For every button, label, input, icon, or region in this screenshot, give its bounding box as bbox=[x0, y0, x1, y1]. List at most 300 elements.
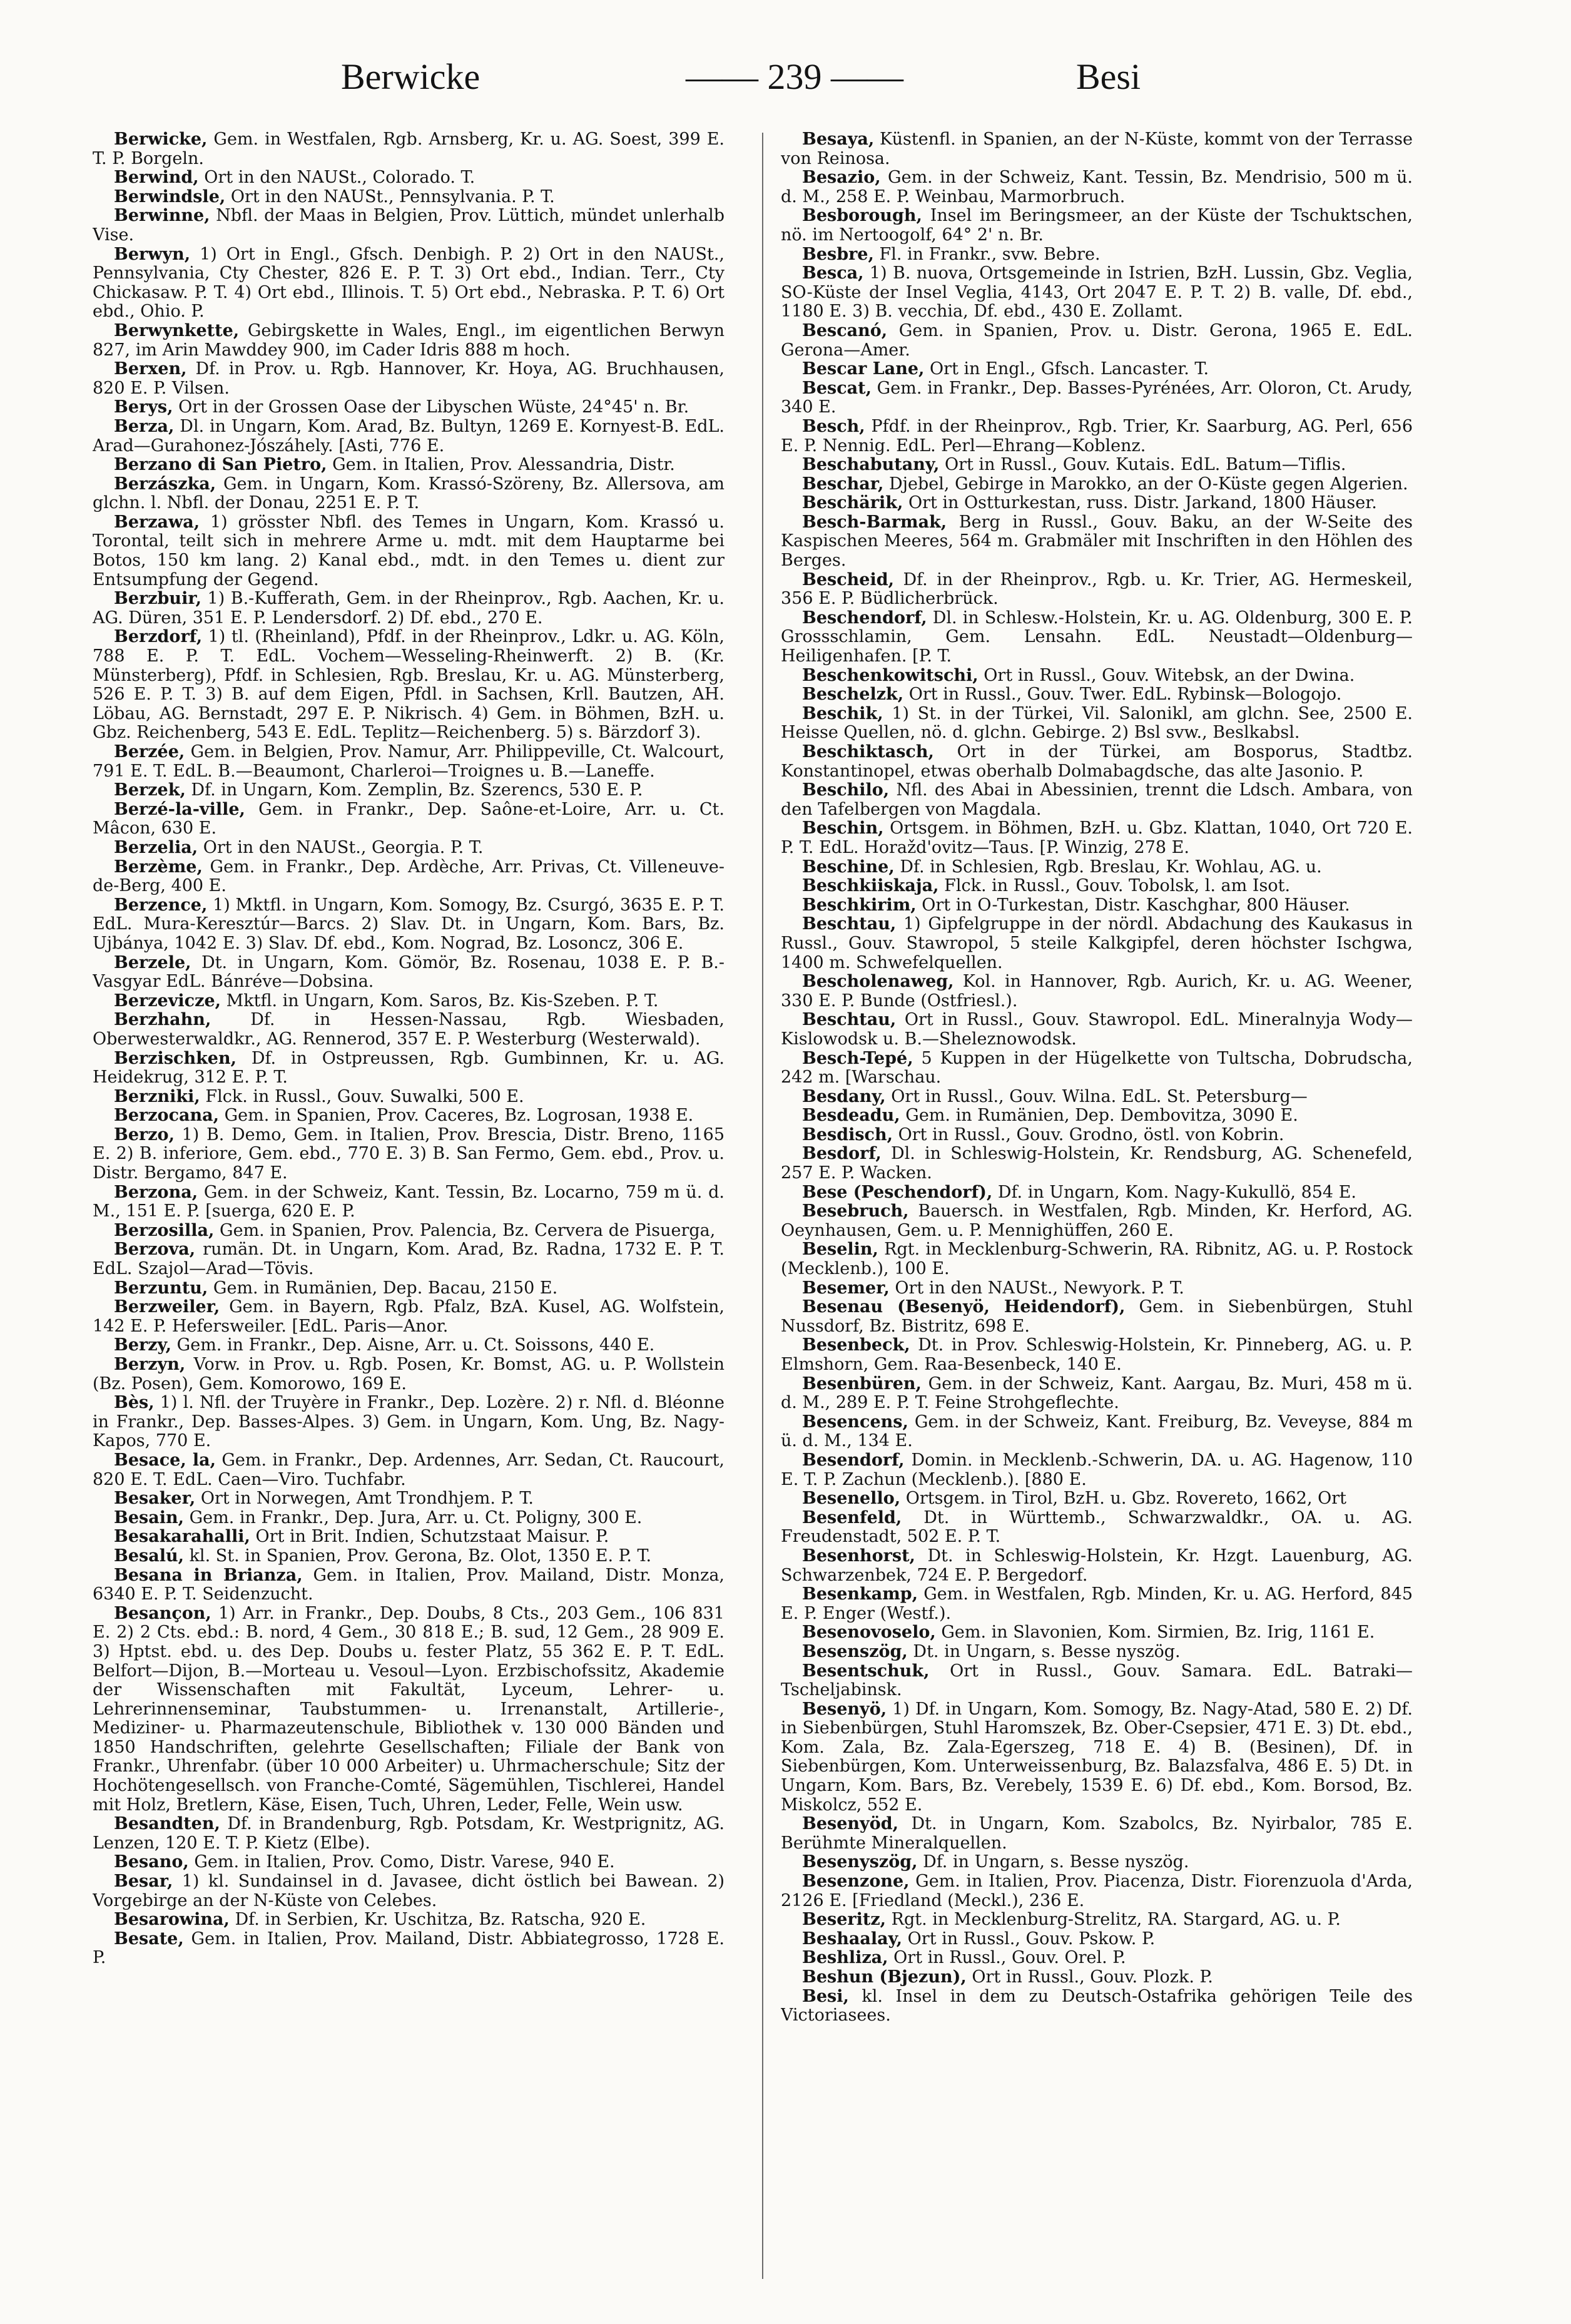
entry-text: Dl. in Ungarn, Kom. Arad, Bz. Bultyn, 1269 E. Kornyest-B. EdL. Arad—Gurahonez-Jószáhely. [Asti, 776 E. bbox=[93, 416, 724, 456]
entry-headword: Beseritz, bbox=[802, 1910, 887, 1930]
entry-headword: Bese (Peschendorf), bbox=[802, 1182, 993, 1202]
entry-headword: Beschine, bbox=[802, 857, 895, 877]
gazetteer-entry bbox=[781, 1298, 1413, 1336]
entry-headword: Bescat, bbox=[802, 378, 872, 398]
gazetteer-entry bbox=[93, 245, 724, 322]
gazetteer-entry bbox=[93, 1910, 724, 1930]
gazetteer-entry bbox=[93, 1336, 724, 1355]
entry-text: Ort in Engl., Gfsch. Lancaster. T. bbox=[924, 359, 1209, 379]
gazetteer-entry bbox=[93, 1183, 724, 1221]
entry-headword: Besenyö, bbox=[802, 1699, 887, 1719]
entry-text: Rgt. in Mecklenburg-Schwerin, RA. Ribnitz, AG. u. P. Rostock (Mecklenb.), 100 E. bbox=[781, 1240, 1413, 1279]
gazetteer-entry bbox=[93, 1049, 724, 1088]
entry-headword: Berzocana, bbox=[114, 1106, 220, 1126]
entry-headword: Berzée, bbox=[114, 742, 185, 762]
entry-text: Ort in Russl., Gouv. Samara. EdL. Batraki—Tscheljabinsk. bbox=[781, 1661, 1413, 1700]
gazetteer-entry bbox=[781, 379, 1413, 417]
entry-text: Gem. in Frankr., Dep. Ardennes, Arr. Sedan, Ct. Raucourt, 820 E. T. EdL. Caen—Viro. Tuchfabr. bbox=[93, 1450, 724, 1489]
gazetteer-entry bbox=[93, 360, 724, 398]
gazetteer-entry bbox=[781, 1949, 1413, 1968]
entry-text: Djebel, Gebirge in Marokko, an der O-Küste gegen Algerien. bbox=[883, 474, 1408, 494]
entry-headword: Berzhahn, bbox=[114, 1010, 211, 1030]
entry-text: Gem. in Frankr., Dep. Basses-Pyrénées, Arr. Oloron, Ct. Arudy, 340 E. bbox=[781, 378, 1413, 417]
entry-headword: Berzevicze, bbox=[114, 991, 221, 1011]
gazetteer-entry bbox=[781, 1872, 1413, 1910]
entry-headword: Besain, bbox=[114, 1507, 184, 1527]
gazetteer-entry bbox=[93, 781, 724, 800]
entry-text: Ort in den NAUSt., Pennsylvania. P. T. bbox=[225, 186, 555, 206]
entry-headword: Berza, bbox=[114, 416, 175, 436]
gazetteer-entry bbox=[781, 1815, 1413, 1853]
entry-headword: Besace, la, bbox=[114, 1450, 216, 1470]
entry-headword: Besenfeld, bbox=[802, 1507, 902, 1527]
left-column bbox=[93, 130, 724, 2283]
entry-headword: Besdany, bbox=[802, 1086, 886, 1106]
entry-headword: Besebruch, bbox=[802, 1201, 909, 1221]
entry-text: Ort in den NAUSt., Newyork. P. T. bbox=[889, 1278, 1184, 1298]
entry-text: 1) Df. in Ungarn, Kom. Somogy, Bz. Nagy-Atad, 580 E. 2) Df. in Siebenbürgen, Stuhl Haromszek, Bz. Ober-Csepsier, 471 E. 3) Dt. ebd., Kom. Zala, Bz. Zala-Egerszeg, 718 E. 4) B. (Besinen), Df. in Siebenbürgen, Kom. Unterweissenburg, Bz. Balazsfalva, 486 E. 5) Dt. in Ungarn, Kom. Bars, Bz. Verebely, 1539 E. 6) Df. ebd., Kom. Borsod, Bz. Miskolcz, 552 E. bbox=[781, 1699, 1413, 1815]
gazetteer-entry bbox=[93, 743, 724, 781]
entry-headword: Beschkirim, bbox=[802, 895, 917, 915]
entry-text: Gem. in der Schweiz, Kant. Tessin, Bz. Locarno, 759 m ü. d. M., 151 E. P. [suerga, 620 E. P. bbox=[93, 1182, 724, 1221]
gazetteer-entry bbox=[781, 1336, 1413, 1374]
entry-text: 1) tl. (Rheinland), Pfdf. in der Rheinprov., Ldkr. u. AG. Köln, 788 E. P. T. EdL. Vochem—Wesseling-Rheinwerft. 2) B. (Kr. Münsterberg), Pfdf. in Schlesien, Rgb. Breslau, Kr. u. AG. Münsterberg, 526 E. P. T. 3) B. auf dem Eigen, Pfdl. in Sachsen, Krll. Bautzen, AH. Löbau, AG. Bernstadt, 297 E. P. Nikrisch. 4) Gem. in Böhmen, BzH. u. Gbz. Reichenberg, 543 E. EdL. Teplitz—Reichenberg. 5) s. Bärzdorf 3). bbox=[93, 627, 724, 743]
gazetteer-entry bbox=[781, 1011, 1413, 1049]
entry-text: Domin. in Mecklenb.-Schwerin, DA. u. AG. Hagenow, 110 E. T. P. Zachun (Mecklenb.). [880 E. bbox=[781, 1450, 1413, 1489]
entry-headword: Bescanó, bbox=[802, 320, 888, 340]
entry-text: Fl. in Frankr., svw. Bebre. bbox=[873, 244, 1101, 264]
entry-text: Dt. in Ungarn, Kom. Gömör, Bz. Rosenau, 1038 E. P. B.-Vasgyar EdL. Bánréve—Dobsina. bbox=[93, 952, 724, 992]
entry-headword: Besaker, bbox=[114, 1489, 196, 1509]
gazetteer-entry bbox=[93, 398, 724, 417]
entry-headword: Bès, bbox=[114, 1393, 155, 1413]
entry-text: Gem. in Rumänien, Dep. Dembovitza, 3090 E. bbox=[900, 1106, 1298, 1126]
entry-text: 5 Kuppen in der Hügelkette von Tultscha, Dobrudscha, 242 m. [Warschau. bbox=[781, 1048, 1413, 1088]
entry-text: Gem. in Italien, Prov. Mailand, Distr. Monza, 6340 E. P. T. Seidenzucht. bbox=[93, 1565, 724, 1604]
gazetteer-entry bbox=[781, 1144, 1413, 1183]
gazetteer-entry bbox=[93, 628, 724, 743]
entry-text: Gem. in Frankr., Dep. Saône-et-Loire, Arr. u. Ct. Mâcon, 630 E. bbox=[93, 799, 724, 838]
gazetteer-entry bbox=[781, 1853, 1413, 1872]
entry-headword: Berzbuir, bbox=[114, 589, 201, 609]
entry-text: Gem. in Siebenbürgen, Stuhl Nussdorf, Bz. Bistritz, 698 E. bbox=[781, 1297, 1413, 1336]
entry-headword: Berzano di San Pietro, bbox=[114, 455, 327, 475]
entry-headword: Berwindsle, bbox=[114, 186, 226, 206]
gazetteer-entry bbox=[781, 1547, 1413, 1585]
entry-text: Df. in Ostpreussen, Rgb. Gumbinnen, Kr. u. AG. Heidekrug, 312 E. P. T. bbox=[93, 1048, 724, 1088]
gazetteer-entry bbox=[781, 1202, 1413, 1240]
gazetteer-entry bbox=[93, 456, 724, 475]
entry-text: Df. in Brandenburg, Rgb. Potsdam, Kr. Westprignitz, AG. Lenzen, 120 E. T. P. Kietz (Elbe). bbox=[93, 1814, 724, 1853]
entry-text: Flck. in Russl., Gouv. Tobolsk, l. am Isot. bbox=[938, 876, 1291, 896]
entry-text: Gem. in Spanien, Prov. Caceres, Bz. Logrosan, 1938 E. bbox=[219, 1106, 694, 1126]
entry-headword: Berzona, bbox=[114, 1182, 198, 1202]
entry-headword: Besborough, bbox=[802, 206, 922, 226]
gazetteer-entry bbox=[93, 1451, 724, 1489]
entry-text: 1) Arr. in Frankr., Dep. Doubs, 8 Cts., 203 Gem., 106 831 E. 2) 2 Cts. ebd.: B. nord, 4 Gem., 30 818 E.; B. sud, 12 Gem., 28 909 E. 3) Hptst. ebd. u. des Dep. Doubs u. fester Platz, 55 362 E. P. T. EdL. Belfort—Dijon, B.—Morteau u. Vesoul—Lyon. Erzbischofssitz, Akademie der Wissenschaften mit Fakultät, Lyceum, Lehrer- u. Lehrerinnenseminar, Taubstummen- u. Irrenanstalt, Artillerie-, Mediziner- u. Pharmazeutenschule, Bibliothek v. 130 000 Bänden und 1850 Handschriften, gelehrte Gesellschaften; Filiale der Bank von Frankr., Uhrenfabr. (über 10 000 Arbeiter) u. Uhrmacherschule; Sitz der Hochötengesellsch. von Franche-Comté, Sägemühlen, Tischlerei, Handel mit Holz, Bretlern, Käse, Eisen, Tuch, Uhren, Leder, Felle, Wein usw. bbox=[93, 1603, 724, 1815]
entry-headword: Besenszög, bbox=[802, 1641, 908, 1661]
gazetteer-entry bbox=[93, 1126, 724, 1183]
entry-headword: Besandten, bbox=[114, 1814, 220, 1834]
gazetteer-entry bbox=[781, 513, 1413, 571]
gazetteer-entry bbox=[781, 705, 1413, 743]
entry-text: Ortsgem. in Böhmen, BzH. u. Gbz. Klattan, 1040, Ort 720 E. P. T. EdL. Horažd'ovitz—Taus. [P. Winzig, 278 E. bbox=[781, 818, 1413, 857]
gazetteer-entry bbox=[93, 206, 724, 245]
entry-text: Gem. in Bayern, Rgb. Pfalz, BzA. Kusel, AG. Wolfstein, 142 E. P. Hefersweiler. [EdL. Paris—Anor. bbox=[93, 1297, 724, 1336]
entry-text: 1) Gipfelgruppe in der nördl. Abdachung des Kaukasus in Russl., Gouv. Stawropol, 5 steile Kalkgipfel, deren höchster Ischgwa, 1400 m. Schwefelquellen. bbox=[781, 914, 1413, 972]
entry-headword: Besenovoselo, bbox=[802, 1623, 936, 1643]
entry-headword: Besenzone, bbox=[802, 1872, 910, 1892]
entry-text: Ort in Russl., Gouv. Twer. EdL. Rybinsk—Bologojo. bbox=[903, 685, 1342, 705]
entry-text: Gem. in Frankr., Dep. Aisne, Arr. u. Ct. Soissons, 440 E. bbox=[171, 1335, 655, 1355]
entry-headword: Berzele, bbox=[114, 952, 191, 972]
entry-headword: Bescheid, bbox=[802, 569, 894, 589]
gazetteer-entry bbox=[781, 245, 1413, 265]
entry-headword: Berzé-la-ville, bbox=[114, 799, 245, 819]
right-column bbox=[781, 130, 1413, 2283]
entry-headword: Berzek, bbox=[114, 780, 186, 800]
gazetteer-entry bbox=[93, 475, 724, 513]
entry-headword: Beschelzk, bbox=[802, 685, 904, 705]
entry-text: Pfdf. in der Rheinprov., Rgb. Trier, Kr. Saarburg, AG. Perl, 656 E. P. Nennig. EdL. Perl—Ehrang—Koblenz. bbox=[781, 416, 1413, 456]
page-number: —— 239 —— bbox=[686, 56, 903, 97]
entry-headword: Besbre, bbox=[802, 244, 874, 264]
entry-text: Gem. in der Schweiz, Kant. Aargau, Bz. Muri, 458 m ü. d. M., 289 E. P. T. Feine Strohgeflechte. bbox=[781, 1374, 1413, 1413]
entry-text: Kol. in Hannover, Rgb. Aurich, Kr. u. AG. Weener, 330 E. P. Bunde (Ostfriesl.). bbox=[781, 972, 1413, 1011]
entry-text: 1) Ort in Engl., Gfsch. Denbigh. P. 2) Ort in den NAUSt., Pennsylvania, Cty Chester, 826 E. P. T. 3) Ort ebd., Indian. Terr., Cty Chickasaw. P. T. 4) Ort ebd., Illinois. T. 5) Ort ebd., Nebraska. P. T. 6) Ort ebd., Ohio. P. bbox=[93, 244, 724, 322]
gazetteer-entry bbox=[781, 1106, 1413, 1126]
entry-text: Df. in Ungarn, Kom. Zemplin, Bz. Szerencs, 530 E. P. bbox=[185, 780, 643, 800]
entry-headword: Besendorf, bbox=[802, 1450, 905, 1470]
gazetteer-entry bbox=[781, 1623, 1413, 1643]
gazetteer-entry bbox=[93, 322, 724, 360]
gazetteer-entry bbox=[93, 1240, 724, 1278]
entry-headword: Beschkiiskaja, bbox=[802, 876, 939, 896]
entry-text: Gem. in Spanien, Prov. Palencia, Bz. Cervera de Pisuerga, bbox=[214, 1220, 716, 1240]
entry-headword: Berzo, bbox=[114, 1124, 175, 1144]
gazetteer-entry bbox=[93, 1106, 724, 1126]
gazetteer-entry bbox=[93, 896, 724, 954]
entry-text: Df. in Ungarn, s. Besse nyszög. bbox=[917, 1852, 1189, 1872]
entry-text: Gem. in Frankr., Dep. Ardèche, Arr. Privas, Ct. Villeneuve-de-Berg, 400 E. bbox=[93, 857, 724, 896]
entry-text: Ort in Russl., Gouv. Witebsk, an der Dwina. bbox=[978, 665, 1355, 685]
entry-headword: Besarowina, bbox=[114, 1910, 230, 1930]
gazetteer-entry bbox=[93, 1279, 724, 1298]
entry-headword: Besenhorst, bbox=[802, 1546, 915, 1566]
entry-text: Df. in Serbien, Kr. Uschitza, Bz. Ratscha, 920 E. bbox=[229, 1910, 646, 1930]
entry-text: Ort in Russl., Gouv. Grodno, östl. von Kobrin. bbox=[893, 1124, 1284, 1144]
entry-headword: Beschtau, bbox=[802, 1010, 897, 1030]
entry-headword: Beschabutany, bbox=[802, 455, 940, 475]
gazetteer-entry bbox=[781, 1968, 1413, 1987]
entry-text: Insel im Beringsmeer, an der Küste der Tschuktschen, nö. im Nertoogolf, 64° 2' n. Br. bbox=[781, 206, 1413, 245]
gazetteer-entry bbox=[781, 1279, 1413, 1298]
entry-text: Ort in der Türkei, am Bosporus, Stadtbz. Konstantinopel, etwas oberhalb Dolmabagdsche, das alte Jasonio. P. bbox=[781, 742, 1413, 781]
entry-headword: Besar, bbox=[114, 1872, 173, 1892]
gazetteer-entry bbox=[781, 1585, 1413, 1623]
entry-text: kl. St. in Spanien, Prov. Gerona, Bz. Olot, 1350 E. P. T. bbox=[183, 1546, 652, 1566]
gazetteer-entry bbox=[93, 858, 724, 896]
gazetteer-entry bbox=[93, 1088, 724, 1107]
gazetteer-entry bbox=[93, 513, 724, 589]
entry-text: Gem. in der Schweiz, Kant. Freiburg, Bz. Veveyse, 884 m ü. d. M., 134 E. bbox=[781, 1412, 1413, 1451]
gazetteer-entry bbox=[781, 571, 1413, 609]
entry-headword: Beschar, bbox=[802, 474, 884, 494]
entry-text: 1) B. nuova, Ortsgemeinde in Istrien, BzH. Lussin, Gbz. Veglia, SO-Küste der Insel Veglia, 4143, Ort 2047 E. P. T. 2) B. valle, Df. ebd., 1180 E. 3) B. vecchia, Df. ebd., 430 E. Zollamt. bbox=[781, 263, 1413, 322]
entry-headword: Berys, bbox=[114, 397, 173, 417]
entry-headword: Berzuntu, bbox=[114, 1278, 208, 1298]
entry-text: Ort in Brit. Indien, Schutzstaat Maisur. P. bbox=[250, 1527, 609, 1547]
gazetteer-entry bbox=[93, 1221, 724, 1241]
entry-headword: Besana in Brianza, bbox=[114, 1565, 303, 1585]
entry-headword: Beshun (Bjezun), bbox=[802, 1967, 967, 1987]
gazetteer-entry bbox=[93, 1566, 724, 1604]
entry-text: Gem. in Rumänien, Dep. Bacau, 2150 E. bbox=[208, 1278, 558, 1298]
entry-headword: Besenkamp, bbox=[802, 1584, 918, 1604]
gazetteer-entry bbox=[93, 1527, 724, 1547]
entry-headword: Beschilo, bbox=[802, 780, 890, 800]
gazetteer-entry bbox=[781, 322, 1413, 360]
entry-headword: Besenyöd, bbox=[802, 1814, 898, 1834]
gazetteer-entry bbox=[781, 130, 1413, 168]
entry-text: Gem. in Westfalen, Rgb. Minden, Kr. u. AG. Herford, 845 E. P. Enger (Westf.). bbox=[781, 1584, 1413, 1623]
entry-text: 1) Mktfl. in Ungarn, Kom. Somogy, Bz. Csurgó, 3635 E. P. T. EdL. Mura-Keresztúr—Barcs. 2) Slav. Dt. in Ungarn, Kom. Bars, Bz. Ujbánya, 1042 E. 3) Slav. Df. ebd., Kom. Nograd, Bz. Losoncz, 306 E. bbox=[93, 895, 724, 953]
entry-headword: Besançon, bbox=[114, 1603, 211, 1623]
gazetteer-entry bbox=[781, 168, 1413, 206]
entry-text: Gem. in der Schweiz, Kant. Tessin, Bz. Mendrisio, 500 m ü. d. M., 258 E. P. Weinbau, Marmorbruch. bbox=[781, 168, 1413, 206]
entry-text: Dt. in Württemb., Schwarzwaldkr., OA. u. AG. Freudenstadt, 502 E. P. T. bbox=[781, 1507, 1413, 1547]
gazetteer-entry bbox=[781, 609, 1413, 666]
entry-text: Gem. in Westfalen, Rgb. Arnsberg, Kr. u. AG. Soest, 399 E. T. P. Borgeln. bbox=[93, 130, 724, 168]
entry-headword: Besch-Tepé, bbox=[802, 1048, 913, 1068]
entry-text: Ort in Ostturkestan, russ. Distr. Jarkand, 1800 Häuser. bbox=[903, 493, 1377, 513]
gazetteer-entry bbox=[781, 819, 1413, 857]
entry-text: 1) St. in der Türkei, Vil. Salonikl, am glchn. See, 2500 E. Heisse Quellen, nö. d. glchn. Gebirge. 2) Bsl svw., Beslkabsl. bbox=[781, 703, 1413, 743]
entry-text: Df. in Schlesien, Rgb. Breslau, Kr. Wohlau, AG. u. bbox=[894, 857, 1322, 877]
gazetteer-entry bbox=[781, 1088, 1413, 1107]
entry-text: 1) l. Nfl. der Truyère in Frankr., Dep. Lozère. 2) r. Nfl. d. Bléonne in Frankr., Dep. Basses-Alpes. 3) Gem. in Ungarn, Kom. Ung, Bz. Nagy-Kapos, 770 E. bbox=[93, 1393, 724, 1451]
gazetteer-entry bbox=[781, 360, 1413, 379]
header-first-headword: Berwicke bbox=[341, 56, 480, 97]
entry-headword: Beselin, bbox=[802, 1240, 878, 1260]
gazetteer-entry bbox=[781, 1375, 1413, 1413]
entry-headword: Berzova, bbox=[114, 1240, 196, 1260]
entry-text: Ort in Russl., Gouv. Orel. P. bbox=[888, 1948, 1126, 1968]
gazetteer-entry bbox=[781, 1930, 1413, 1949]
entry-headword: Besaya, bbox=[802, 130, 875, 149]
entry-text: 1) B.-Kufferath, Gem. in der Rheinprov., Rgb. Aachen, Kr. u. AG. Düren, 351 E. P. Lendersdorf. 2) Df. ebd., 270 E. bbox=[93, 589, 724, 628]
entry-text: Gem. in Italien, Prov. Como, Distr. Varese, 940 E. bbox=[188, 1852, 615, 1872]
gazetteer-entry bbox=[781, 1183, 1413, 1203]
gazetteer-entry bbox=[781, 1700, 1413, 1815]
gazetteer-entry bbox=[93, 1489, 724, 1509]
gazetteer-entry bbox=[93, 800, 724, 838]
entry-text: Gem. in Italien, Prov. Mailand, Distr. Abbiategrosso, 1728 E. P. bbox=[93, 1929, 724, 1968]
entry-text: Gem. in Frankr., Dep. Jura, Arr. u. Ct. Poligny, 300 E. bbox=[183, 1507, 643, 1527]
gazetteer-entry bbox=[781, 1240, 1413, 1278]
entry-headword: Besate, bbox=[114, 1929, 184, 1949]
gazetteer-entry bbox=[93, 1298, 724, 1336]
entry-headword: Berzászka, bbox=[114, 474, 216, 494]
page-header bbox=[88, 55, 1483, 111]
entry-headword: Beschärik, bbox=[802, 493, 903, 513]
gazetteer-entry bbox=[781, 685, 1413, 705]
gazetteer-entry bbox=[781, 1049, 1413, 1088]
entry-headword: Besalú, bbox=[114, 1546, 184, 1566]
entry-text: Gebirgskette in Wales, Engl., im eigentlichen Berwyn 827, im Arin Mawddey 900, im Cader Idris 888 m hoch. bbox=[93, 320, 724, 360]
entry-text: Ort in den NAUSt., Colorado. T. bbox=[198, 168, 475, 188]
header-last-headword: Besi bbox=[1076, 56, 1141, 97]
entry-text: Gem. in Belgien, Prov. Namur, Arr. Philippeville, Ct. Walcourt, 791 E. T. EdL. B.—Beaumont, Charleroi—Troignes u. B.—Laneffe. bbox=[93, 742, 724, 781]
entry-text: Ort in Russl., Gouv. Wilna. EdL. St. Petersburg— bbox=[885, 1086, 1308, 1106]
gazetteer-entry bbox=[93, 417, 724, 456]
gazetteer-entry bbox=[781, 1910, 1413, 1930]
entry-headword: Besdisch, bbox=[802, 1124, 893, 1144]
entry-headword: Besencens, bbox=[802, 1412, 908, 1432]
entry-headword: Beschendorf, bbox=[802, 608, 927, 628]
entry-text: Ort in der Grossen Oase der Libyschen Wüste, 24°45' n. Br. bbox=[173, 397, 689, 417]
entry-text: rumän. Dt. in Ungarn, Kom. Arad, Bz. Radna, 1732 E. P. T. EdL. Szajol—Arad—Tövis. bbox=[93, 1240, 724, 1279]
gazetteer-entry bbox=[93, 1872, 724, 1910]
entry-text: Bauersch. in Westfalen, Rgb. Minden, Kr. Herford, AG. Oeynhausen, Gem. u. P. Mennighüffen, 260 E. bbox=[781, 1201, 1413, 1240]
entry-text: Nbfl. der Maas in Belgien, Prov. Lüttich, mündet unlerhalb Vise. bbox=[93, 206, 724, 245]
entry-headword: Berzischken, bbox=[114, 1048, 237, 1068]
entry-text: Ort in Russl., Gouv. Kutais. EdL. Batum—Tiflis. bbox=[939, 455, 1346, 475]
entry-text: Berg in Russl., Gouv. Baku, an der W-Seite des Kaspischen Meeres, 564 m. Grabmäler mit Inschriften in den Höhlen des Berges. bbox=[781, 512, 1413, 571]
entry-headword: Besenau (Besenyö, Heidendorf), bbox=[802, 1297, 1126, 1317]
gazetteer-entry bbox=[93, 1394, 724, 1451]
entry-text: Rgt. in Mecklenburg-Strelitz, RA. Stargard, AG. u. P. bbox=[886, 1910, 1341, 1930]
entry-headword: Besdorf, bbox=[802, 1144, 882, 1164]
gazetteer-entry bbox=[781, 1509, 1413, 1547]
entry-headword: Besano, bbox=[114, 1852, 189, 1872]
entry-text: Flck. in Russl., Gouv. Suwalki, 500 E. bbox=[200, 1086, 524, 1106]
entry-text: Ort in Norwegen, Amt Trondhjem. P. T. bbox=[195, 1489, 534, 1509]
column-divider bbox=[762, 133, 763, 2279]
gazetteer-entry bbox=[93, 1853, 724, 1872]
gazetteer-entry bbox=[781, 1643, 1413, 1662]
entry-headword: Beschin, bbox=[802, 818, 884, 838]
entry-headword: Beschik, bbox=[802, 703, 883, 723]
entry-text: Df. in der Rheinprov., Rgb. u. Kr. Trier, AG. Hermeskeil, 356 E. P. Büdlicherbrück. bbox=[781, 569, 1413, 609]
entry-headword: Berwind, bbox=[114, 168, 199, 188]
entry-headword: Berwicke, bbox=[114, 130, 208, 149]
gazetteer-entry bbox=[93, 1509, 724, 1528]
gazetteer-entry bbox=[781, 206, 1413, 245]
gazetteer-entry bbox=[93, 954, 724, 992]
gazetteer-entry bbox=[93, 188, 724, 207]
gazetteer-entry bbox=[93, 168, 724, 188]
entry-headword: Beschenkowitschi, bbox=[802, 665, 979, 685]
entry-text: 1) B. Demo, Gem. in Italien, Prov. Brescia, Distr. Breno, 1165 E. 2) B. inferiore, Gem. ebd., 770 E. 3) B. San Fermo, Gem. ebd., Prov. u. Distr. Bergamo, 847 E. bbox=[93, 1124, 724, 1183]
entry-headword: Besazio, bbox=[802, 168, 881, 188]
gazetteer-entry bbox=[93, 1547, 724, 1566]
entry-text: Dt. in Prov. Schleswig-Holstein, Kr. Pinneberg, AG. u. P. Elmshorn, Gem. Raa-Besenbeck, 140 E. bbox=[781, 1335, 1413, 1374]
entry-text: Df. in Ungarn, Kom. Nagy-Kukullö, 854 E. bbox=[992, 1182, 1356, 1202]
entry-text: Gem. in Spanien, Prov. u. Distr. Gerona, 1965 E. EdL. Gerona—Amer. bbox=[781, 320, 1413, 360]
gazetteer-entry bbox=[781, 666, 1413, 686]
gazetteer-entry bbox=[781, 1489, 1413, 1509]
gazetteer-entry bbox=[781, 1662, 1413, 1700]
entry-headword: Berzelia, bbox=[114, 837, 198, 857]
entry-text: Ort in Russl., Gouv. Stawropol. EdL. Mineralnyja Wody—Kislowodsk u. B.—Sheleznowodsk. bbox=[781, 1010, 1413, 1049]
gazetteer-entry bbox=[93, 1355, 724, 1394]
entry-text: Ort in Russl., Gouv. Pskow. P. bbox=[902, 1929, 1156, 1949]
entry-headword: Berzosilla, bbox=[114, 1220, 215, 1240]
entry-headword: Besdeadu, bbox=[802, 1106, 900, 1126]
gazetteer-entry bbox=[781, 896, 1413, 915]
entry-headword: Berzème, bbox=[114, 857, 203, 877]
entry-headword: Besca, bbox=[802, 263, 864, 283]
gazetteer-entry bbox=[781, 877, 1413, 896]
entry-headword: Beschtau, bbox=[802, 914, 897, 934]
gazetteer-entry bbox=[781, 475, 1413, 494]
entry-headword: Berzawa, bbox=[114, 512, 200, 532]
entry-headword: Berwinne, bbox=[114, 206, 210, 226]
gazetteer-entry bbox=[781, 1126, 1413, 1145]
entry-text: Gem. in Italien, Prov. Piacenza, Distr. Fiorenzuola d'Arda, 2126 E. [Friedland (Meckl.), 236 E. bbox=[781, 1872, 1413, 1910]
entry-text: Ort in Russl., Gouv. Plozk. P. bbox=[966, 1967, 1213, 1987]
gazetteer-entry bbox=[93, 1011, 724, 1049]
gazetteer-entry bbox=[93, 1815, 724, 1853]
gazetteer-entry bbox=[781, 264, 1413, 322]
entry-text: kl. Insel in dem zu Deutsch-Ostafrika gehörigen Teile des Victoriasees. bbox=[781, 1986, 1413, 2026]
entry-text: Dl. in Schlesw.-Holstein, Kr. u. AG. Oldenburg, 300 E. P. Grossschlamin, Gem. Lensahn. EdL. Neustadt—Oldenburg—Heiligenhafen. [P. T. bbox=[781, 608, 1413, 666]
entry-text: Gem. in Italien, Prov. Alessandria, Distr. bbox=[327, 455, 675, 475]
gazetteer-entry bbox=[781, 743, 1413, 781]
entry-text: Df. in Hessen-Nassau, Rgb. Wiesbaden, Oberwesterwaldkr., AG. Rennerod, 357 E. P. Westerburg (Westerwald). bbox=[93, 1010, 724, 1049]
entry-text: Gem. in Slavonien, Kom. Sirmien, Bz. Irig, 1161 E. bbox=[935, 1623, 1375, 1643]
entry-headword: Besenyszög, bbox=[802, 1852, 918, 1872]
entry-headword: Berzdorf, bbox=[114, 627, 203, 647]
entry-headword: Bescholenaweg, bbox=[802, 972, 954, 992]
entry-headword: Besemer, bbox=[802, 1278, 890, 1298]
gazetteer-entry bbox=[781, 1413, 1413, 1451]
entry-headword: Berzy, bbox=[114, 1335, 172, 1355]
entry-headword: Berzyn, bbox=[114, 1355, 186, 1374]
gazetteer-entry bbox=[93, 589, 724, 628]
entry-headword: Berxen, bbox=[114, 359, 187, 379]
entry-headword: Besenbeck, bbox=[802, 1335, 910, 1355]
entry-headword: Bescar Lane, bbox=[802, 359, 925, 379]
entry-headword: Beschiktasch, bbox=[802, 742, 934, 762]
entry-text: Mktfl. in Ungarn, Kom. Saros, Bz. Kis-Szeben. P. T. bbox=[221, 991, 659, 1011]
entry-text: 1) kl. Sundainsel in d. Javasee, dicht östlich bei Bawean. 2) Vorgebirge an der N-Küste von Celebes. bbox=[93, 1872, 724, 1910]
entry-text: Gem. in Ungarn, Kom. Krassó-Szöreny, Bz. Allersova, am glchn. l. Nbfl. der Donau, 2251 E. P. T. bbox=[93, 474, 724, 513]
entry-text: Nfl. des Abai in Abessinien, trennt die Ldsch. Ambara, von den Tafelbergen von Magdala. bbox=[781, 780, 1413, 819]
entry-headword: Beshliza, bbox=[802, 1948, 888, 1968]
entry-headword: Berzence, bbox=[114, 895, 208, 915]
gazetteer-entry bbox=[781, 781, 1413, 819]
entry-headword: Berzweiler, bbox=[114, 1297, 220, 1317]
entry-headword: Berzniki, bbox=[114, 1086, 200, 1106]
entry-text: 1) grösster Nbfl. des Temes in Ungarn, Kom. Krassó u. Torontal, teilt sich in mehrere Arme u. mdt. mit dem Hauptarme bei Botos, 150 km lang. 2) Kanal ebd., mdt. in den Temes u. dient zur Entsumpfung der Gegend. bbox=[93, 512, 724, 589]
entry-headword: Besenello, bbox=[802, 1489, 901, 1509]
entry-headword: Besch-Barmak, bbox=[802, 512, 947, 532]
gazetteer-entry bbox=[93, 1930, 724, 1968]
entry-text: Dt. in Schleswig-Holstein, Kr. Hzgt. Lauenburg, AG. Schwarzenbek, 724 E. P. Bergedorf. bbox=[781, 1546, 1413, 1585]
gazetteer-entry bbox=[781, 1451, 1413, 1489]
gazetteer-entry bbox=[93, 1604, 724, 1815]
gazetteer-entry bbox=[781, 915, 1413, 972]
entry-text: Dt. in Ungarn, Kom. Szabolcs, Bz. Nyirbalor, 785 E. Berühmte Mineralquellen. bbox=[781, 1814, 1413, 1853]
gazetteer-entry bbox=[781, 972, 1413, 1011]
entry-headword: Besch, bbox=[802, 416, 865, 436]
entry-headword: Besenbüren, bbox=[802, 1374, 922, 1394]
entry-text: Ort in O-Turkestan, Distr. Kaschghar, 800 Häuser. bbox=[916, 895, 1350, 915]
gazetteer-entry bbox=[93, 838, 724, 858]
entry-text: Vorw. in Prov. u. Rgb. Posen, Kr. Bomst, AG. u. P. Wollstein (Bz. Posen), Gem. Komorowo, 169 E. bbox=[93, 1355, 724, 1394]
